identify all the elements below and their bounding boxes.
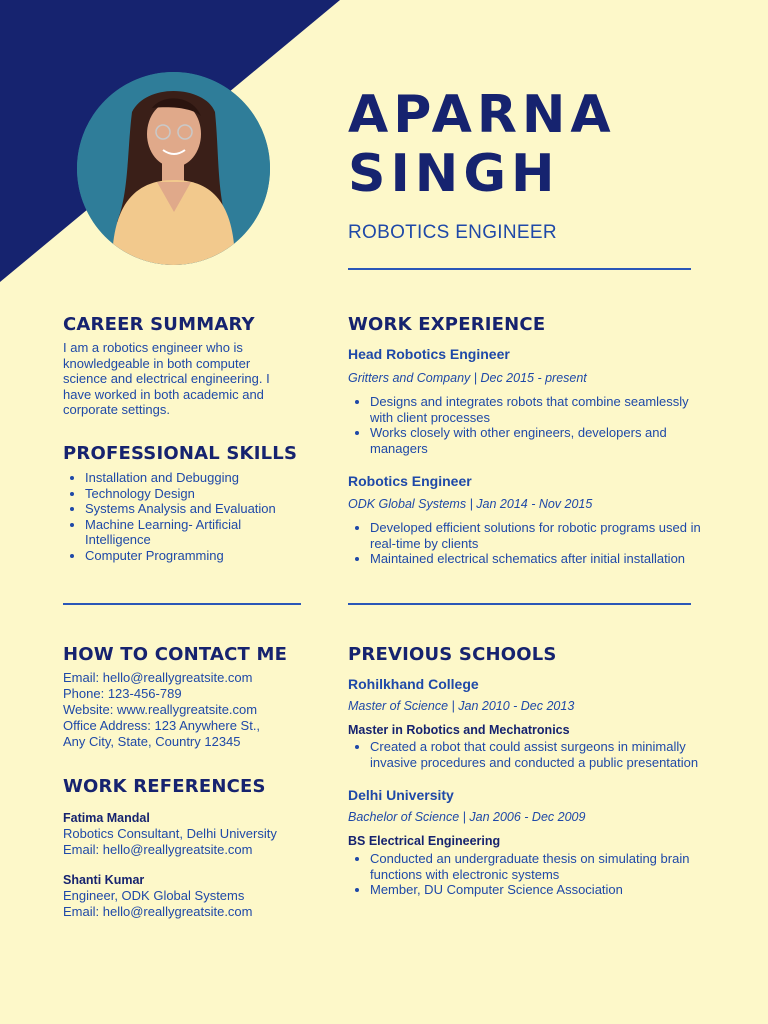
list-item: • Created a robot that could assist surgeons in minimally invasive procedures and conducted a public presentation (370, 739, 720, 770)
left-divider (63, 603, 301, 605)
reference-name: Fatima Mandal (63, 811, 150, 825)
career-summary-heading: CAREER SUMMARY (63, 314, 255, 335)
list-item: • Maintained electrical schematics after initial installation (370, 551, 715, 567)
list-item: • Technology Design (85, 486, 305, 502)
reference-item (63, 872, 293, 920)
contact-address: Office Address: 123 Anywhere St., Any City, State, Country 12345 (63, 718, 261, 749)
list-item: • Machine Learning- Artificial Intelligence (85, 517, 305, 548)
skills-list (63, 470, 305, 563)
school-degree-2: BS Electrical Engineering (348, 834, 501, 848)
reference-item (63, 810, 293, 858)
job-bullets-1 (348, 394, 715, 456)
school-meta-1: Master of Science | Jan 2010 - Dec 2013 (348, 699, 575, 713)
job-title: ROBOTICS ENGINEER (348, 222, 557, 243)
reference-role: Engineer, ODK Global Systems (63, 888, 245, 903)
job-meta-2: ODK Global Systems | Jan 2014 - Nov 2015 (348, 497, 593, 511)
job-meta-1: Gritters and Company | Dec 2015 - present (348, 371, 587, 385)
school-name-2: Delhi University (348, 787, 454, 803)
header-divider (348, 268, 691, 270)
school-meta-2: Bachelor of Science | Jan 2006 - Dec 2009 (348, 810, 586, 824)
list-item: • Computer Programming (85, 548, 305, 564)
reference-email[interactable]: Email: hello@reallygreatsite.com (63, 842, 253, 857)
list-item: • Developed efficient solutions for robotic programs used in real-time by clients (370, 520, 715, 551)
reference-role: Robotics Consultant, Delhi University (63, 826, 277, 841)
list-item: • Designs and integrates robots that combine seamlessly with client processes (370, 394, 715, 425)
last-name: SINGH (348, 144, 560, 204)
schools-heading: PREVIOUS SCHOOLS (348, 644, 557, 665)
references-heading: WORK REFERENCES (63, 776, 266, 797)
job-title-2: Robotics Engineer (348, 473, 472, 489)
list-item: • Conducted an undergraduate thesis on simulating brain functions with electronic systems (370, 851, 720, 882)
reference-email[interactable]: Email: hello@reallygreatsite.com (63, 904, 253, 919)
full-name (348, 86, 616, 204)
contact-email[interactable]: Email: hello@reallygreatsite.com (63, 670, 253, 685)
contact-phone[interactable]: Phone: 123-456-789 (63, 686, 182, 701)
job-bullets-2 (348, 520, 715, 567)
skills-heading: PROFESSIONAL SKILLS (63, 443, 298, 464)
school-name-1: Rohilkhand College (348, 676, 479, 692)
reference-name: Shanti Kumar (63, 873, 145, 887)
right-divider (348, 603, 691, 605)
contact-block (63, 670, 278, 750)
school-degree-1: Master in Robotics and Mechatronics (348, 723, 570, 737)
profile-photo (77, 72, 270, 265)
list-item: • Member, DU Computer Science Association (370, 882, 720, 898)
list-item: • Systems Analysis and Evaluation (85, 501, 305, 517)
list-item: • Works closely with other engineers, developers and managers (370, 425, 715, 456)
work-experience-heading: WORK EXPERIENCE (348, 314, 546, 335)
job-title-1: Head Robotics Engineer (348, 346, 510, 362)
school-bullets-1 (348, 739, 720, 770)
first-name: APARNA (348, 85, 616, 145)
career-summary-text: I am a robotics engineer who is knowledgeable in both computer science and electrical engineering. I have worked in both academic and corporate settings. (63, 340, 270, 417)
school-bullets-2 (348, 851, 720, 898)
contact-heading: HOW TO CONTACT ME (63, 644, 288, 665)
contact-website[interactable]: Website: www.reallygreatsite.com (63, 702, 258, 717)
list-item: • Installation and Debugging (85, 470, 305, 486)
